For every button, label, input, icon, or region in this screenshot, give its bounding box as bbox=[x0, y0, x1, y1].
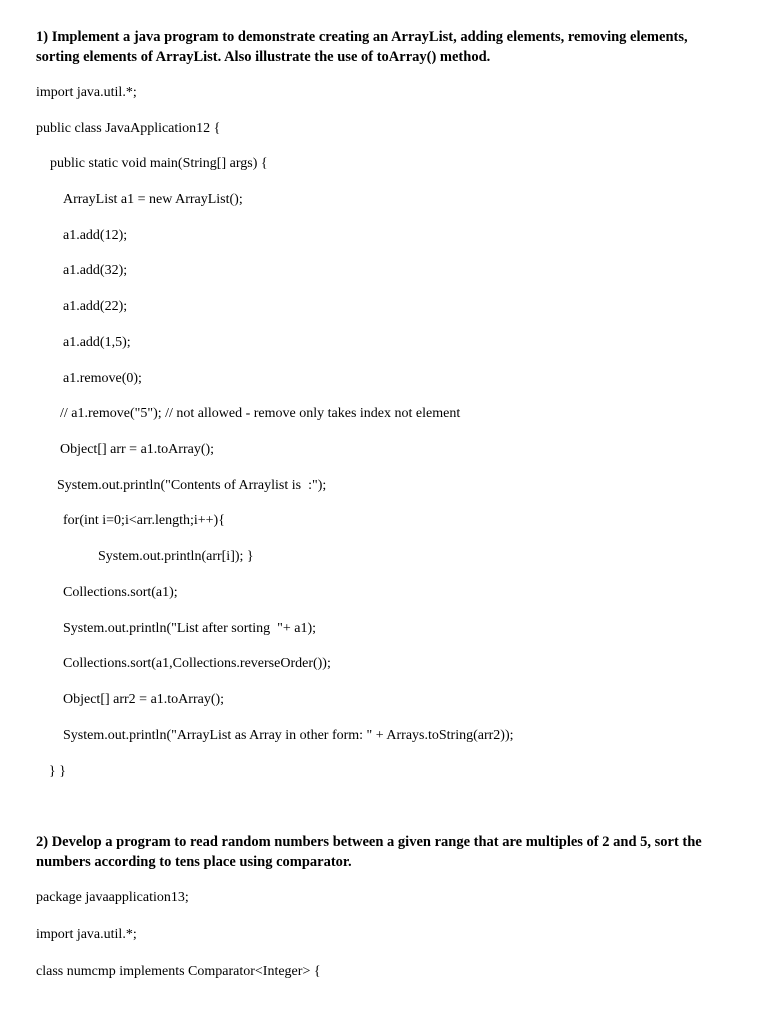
code-line: a1.add(12); bbox=[63, 228, 128, 243]
code-line: package javaapplication13; bbox=[36, 890, 189, 905]
code-line: Collections.sort(a1,Collections.reverseOrder()); bbox=[63, 656, 331, 671]
code-line: a1.add(1,5); bbox=[63, 335, 131, 350]
code-line: import java.util.*; bbox=[36, 927, 137, 942]
code-line: for(int i=0;i<arr.length;i++){ bbox=[63, 513, 225, 528]
code-line: Collections.sort(a1); bbox=[63, 585, 178, 600]
code-line: } } bbox=[49, 764, 66, 779]
code-line: System.out.println("ArrayList as Array in other form: " + Arrays.toString(arr2)); bbox=[63, 728, 514, 743]
code-line: ArrayList a1 = new ArrayList(); bbox=[63, 192, 243, 207]
code-line: System.out.println(arr[i]); } bbox=[98, 549, 254, 564]
code-line: Object[] arr2 = a1.toArray(); bbox=[63, 692, 225, 707]
code-comment-line: // a1.remove("5"); // not allowed - remove only takes index not element bbox=[60, 406, 461, 421]
code-line: System.out.println("Contents of Arraylist is :"); bbox=[57, 478, 327, 493]
code-line: public static void main(String[] args) { bbox=[50, 156, 268, 171]
code-line: import java.util.*; bbox=[36, 85, 137, 100]
code-line: a1.remove(0); bbox=[63, 371, 142, 386]
code-line: a1.add(32); bbox=[63, 263, 128, 278]
code-line: Object[] arr = a1.toArray(); bbox=[60, 442, 215, 457]
section-1-heading: 1) Implement a java program to demonstrate creating an ArrayList, adding elements, removing elements, sorting elements of ArrayList. Also illustrate the use of toArray() method. bbox=[36, 29, 688, 65]
code-line: a1.add(22); bbox=[63, 299, 128, 314]
section-2-heading: 2) Develop a program to read random numbers between a given range that are multiples of 2 and 5, sort the numbers according to tens place using comparator. bbox=[36, 834, 702, 870]
code-line: public class JavaApplication12 { bbox=[36, 121, 221, 136]
code-line: System.out.println("List after sorting "+ a1); bbox=[63, 621, 317, 636]
code-line: class numcmp implements Comparator<Integer> { bbox=[36, 964, 321, 979]
